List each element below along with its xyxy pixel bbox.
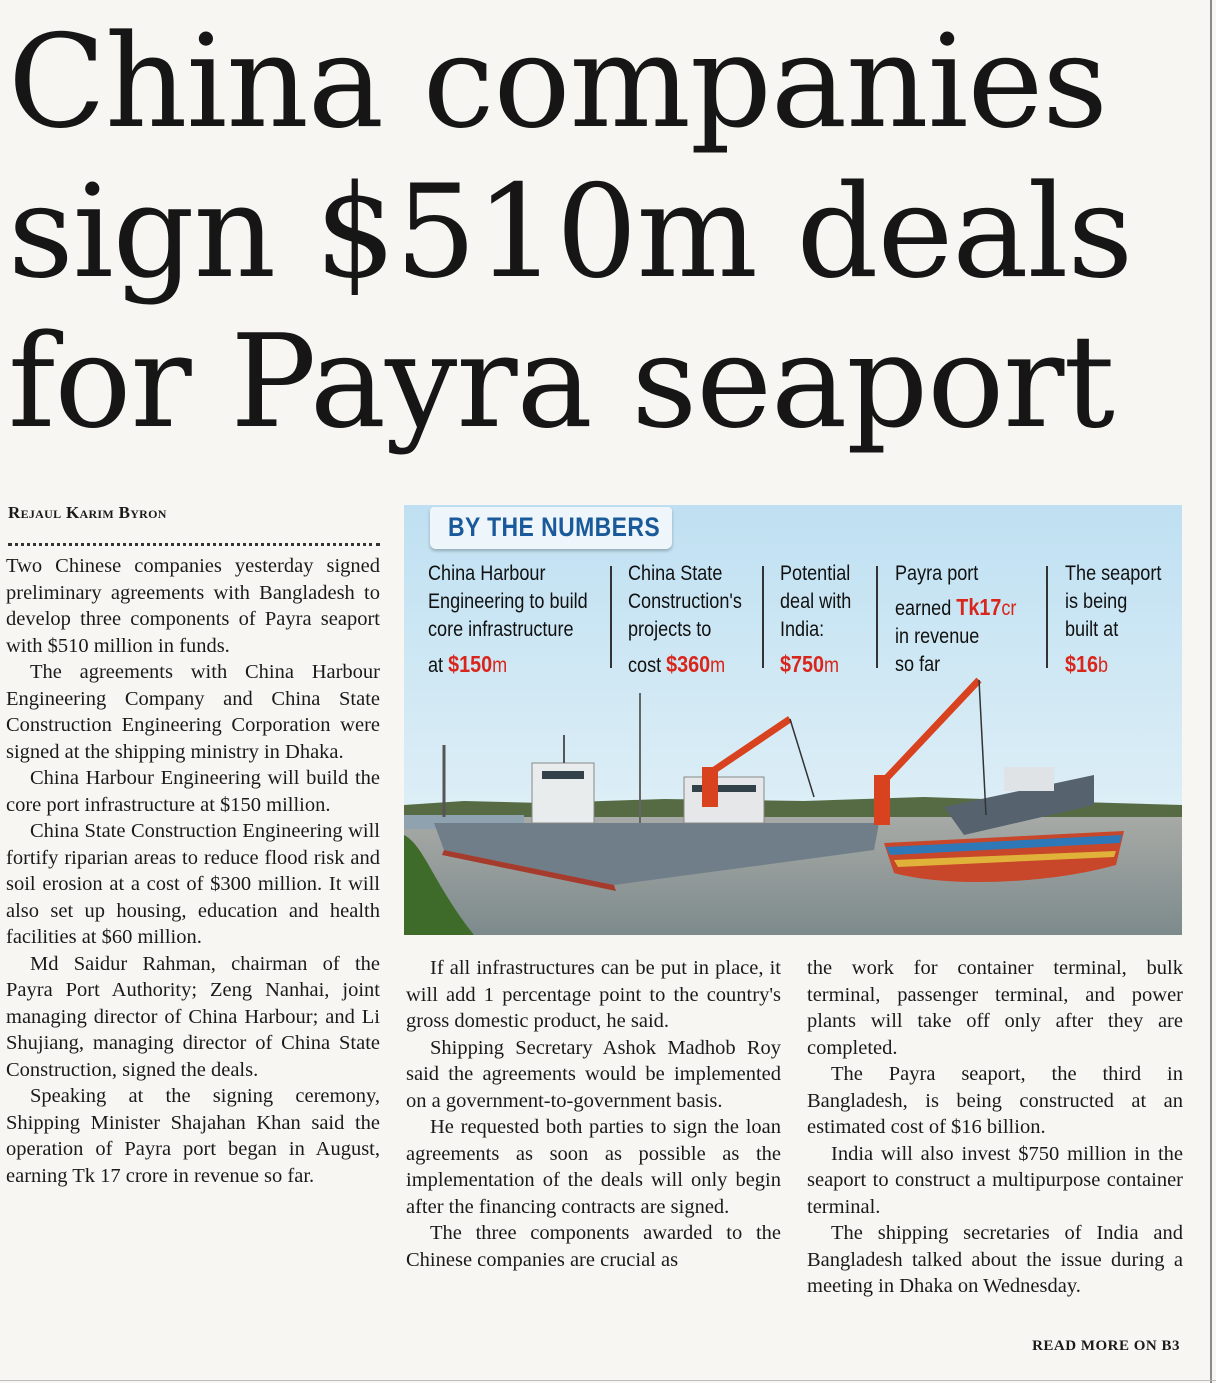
- headline-line-1: China companies: [8, 8, 1107, 157]
- headline-line-3: for Payra seaport: [8, 308, 1114, 457]
- paragraph: The Payra seaport, the third in Bangladesh, is being constructed at an estimated cost of $16 billion.: [807, 1063, 1183, 1138]
- article-column-1: [6, 553, 380, 1189]
- article-column-2: [406, 955, 781, 1273]
- fact-amount: $360: [666, 651, 711, 677]
- fact-prefix: earned: [895, 597, 957, 620]
- paragraph: The three components awarded to the Chinese companies are crucial as: [406, 1222, 781, 1271]
- fact-line: Engineering to build: [428, 590, 588, 613]
- paragraph: India will also invest $750 million in the seaport to construct a multipurpose container terminal.: [807, 1142, 1183, 1218]
- paragraph: The shipping secretaries of India and Bangladesh talked about the issue during a meeting in Dhaka on Wednesday.: [807, 1222, 1183, 1297]
- fact-unit: m: [710, 654, 726, 677]
- fact-line: Potential: [780, 562, 851, 585]
- fact-amount-line: [780, 650, 851, 680]
- page-bottom-rule: [0, 1380, 1216, 1381]
- fact-line: core infrastructure: [428, 618, 574, 641]
- fact-unit: cr: [1001, 597, 1017, 620]
- fact-line: The seaport: [1065, 562, 1162, 585]
- fact-line: in revenue: [895, 625, 980, 648]
- fact-amount-line: [895, 593, 1016, 623]
- fact-china-harbour: [428, 560, 588, 680]
- fact-prefix: at: [428, 654, 449, 677]
- fact-line: projects to: [628, 618, 712, 641]
- fact-seaport-cost: [1065, 560, 1161, 680]
- paragraph: Two Chinese companies yesterday signed preliminary agreements with Bangladesh to develop three components of Payra seaport with $510 million in funds.: [6, 555, 380, 657]
- byline: Rejaul Karim Byron: [8, 503, 167, 522]
- fact-separator: [1046, 566, 1048, 668]
- byline-dotted-rule: [8, 543, 380, 546]
- fact-amount-line: [428, 650, 588, 680]
- read-more-jump[interactable]: READ MORE ON B3: [1032, 1338, 1180, 1354]
- paragraph: China State Construction Engineering will fortify riparian areas to reduce flood risk and soil erosion at a cost of $300 million. It will also set up housing, education and health facilities at $60 million.: [6, 820, 380, 948]
- fact-amount-line: [628, 650, 742, 680]
- fact-amount: $750: [780, 651, 825, 677]
- fact-line: built at: [1065, 618, 1119, 641]
- fact-line: is being: [1065, 590, 1128, 613]
- fact-line: Payra port: [895, 562, 979, 585]
- cabin-house: [684, 777, 764, 823]
- page-edge-rule: [1210, 0, 1212, 1383]
- cabin-windows: [692, 785, 756, 792]
- fact-india-deal: [780, 560, 851, 680]
- paragraph: the work for container terminal, bulk terminal, passenger terminal, and power plants will take off only after they are completed.: [807, 957, 1183, 1059]
- paragraph: Shipping Secretary Ashok Madhob Roy said the agreements would be implemented on a government-to-government basis.: [406, 1036, 781, 1112]
- fact-amount: $16: [1065, 651, 1099, 677]
- headline: [8, 8, 1198, 458]
- article-column-3: [807, 955, 1183, 1300]
- paragraph: If all infrastructures can be put in place, it will add 1 percentage point to the country's gross domestic product, he said.: [406, 957, 781, 1032]
- by-the-numbers-title: BY THE NUMBERS: [448, 512, 661, 542]
- fact-line: so far: [895, 653, 941, 676]
- bridge-windows: [542, 771, 584, 779]
- fact-unit: m: [492, 654, 508, 677]
- fact-line: China State: [628, 562, 723, 585]
- fact-unit: b: [1098, 654, 1109, 677]
- cargo-ship-cabin: [1004, 767, 1054, 791]
- fact-amount-line: [1065, 650, 1161, 680]
- headline-line-2: sign $510m deals: [8, 158, 1133, 307]
- paragraph: The agreements with China Harbour Engineering Company and China State Construction Engineering Corporation were signed at the shipping ministry in Dhaka.: [6, 661, 380, 763]
- fact-separator: [610, 566, 612, 668]
- fact-amount: $150: [448, 651, 493, 677]
- fact-prefix: cost: [628, 654, 667, 677]
- fact-separator: [876, 566, 878, 668]
- fact-amount: Tk17: [956, 594, 1002, 620]
- paragraph: Speaking at the signing ceremony, Shipping Minister Shajahan Khan said the operation of Payra port began in August, earning Tk 17 crore in revenue so far.: [6, 1085, 380, 1187]
- fact-unit: m: [824, 654, 840, 677]
- fact-port-revenue: [895, 560, 1016, 679]
- paragraph: He requested both parties to sign the loan agreements as soon as possible as the implementation of the deals will only begin after the financing contracts are signed.: [406, 1116, 781, 1218]
- fact-separator: [762, 566, 764, 668]
- fact-china-state: [628, 560, 742, 680]
- fact-line: Construction's: [628, 590, 742, 613]
- fact-line: China Harbour: [428, 562, 546, 585]
- paragraph: China Harbour Engineering will build the core port infrastructure at $150 million.: [6, 767, 380, 816]
- fact-line: deal with: [780, 590, 852, 613]
- paragraph: Md Saidur Rahman, chairman of the Payra Port Authority; Zeng Nanhai, joint managing director of China Harbour; and Li Shujiang, managing director of China State Construction, signed the deals.: [6, 952, 380, 1081]
- fact-line: India:: [780, 618, 825, 641]
